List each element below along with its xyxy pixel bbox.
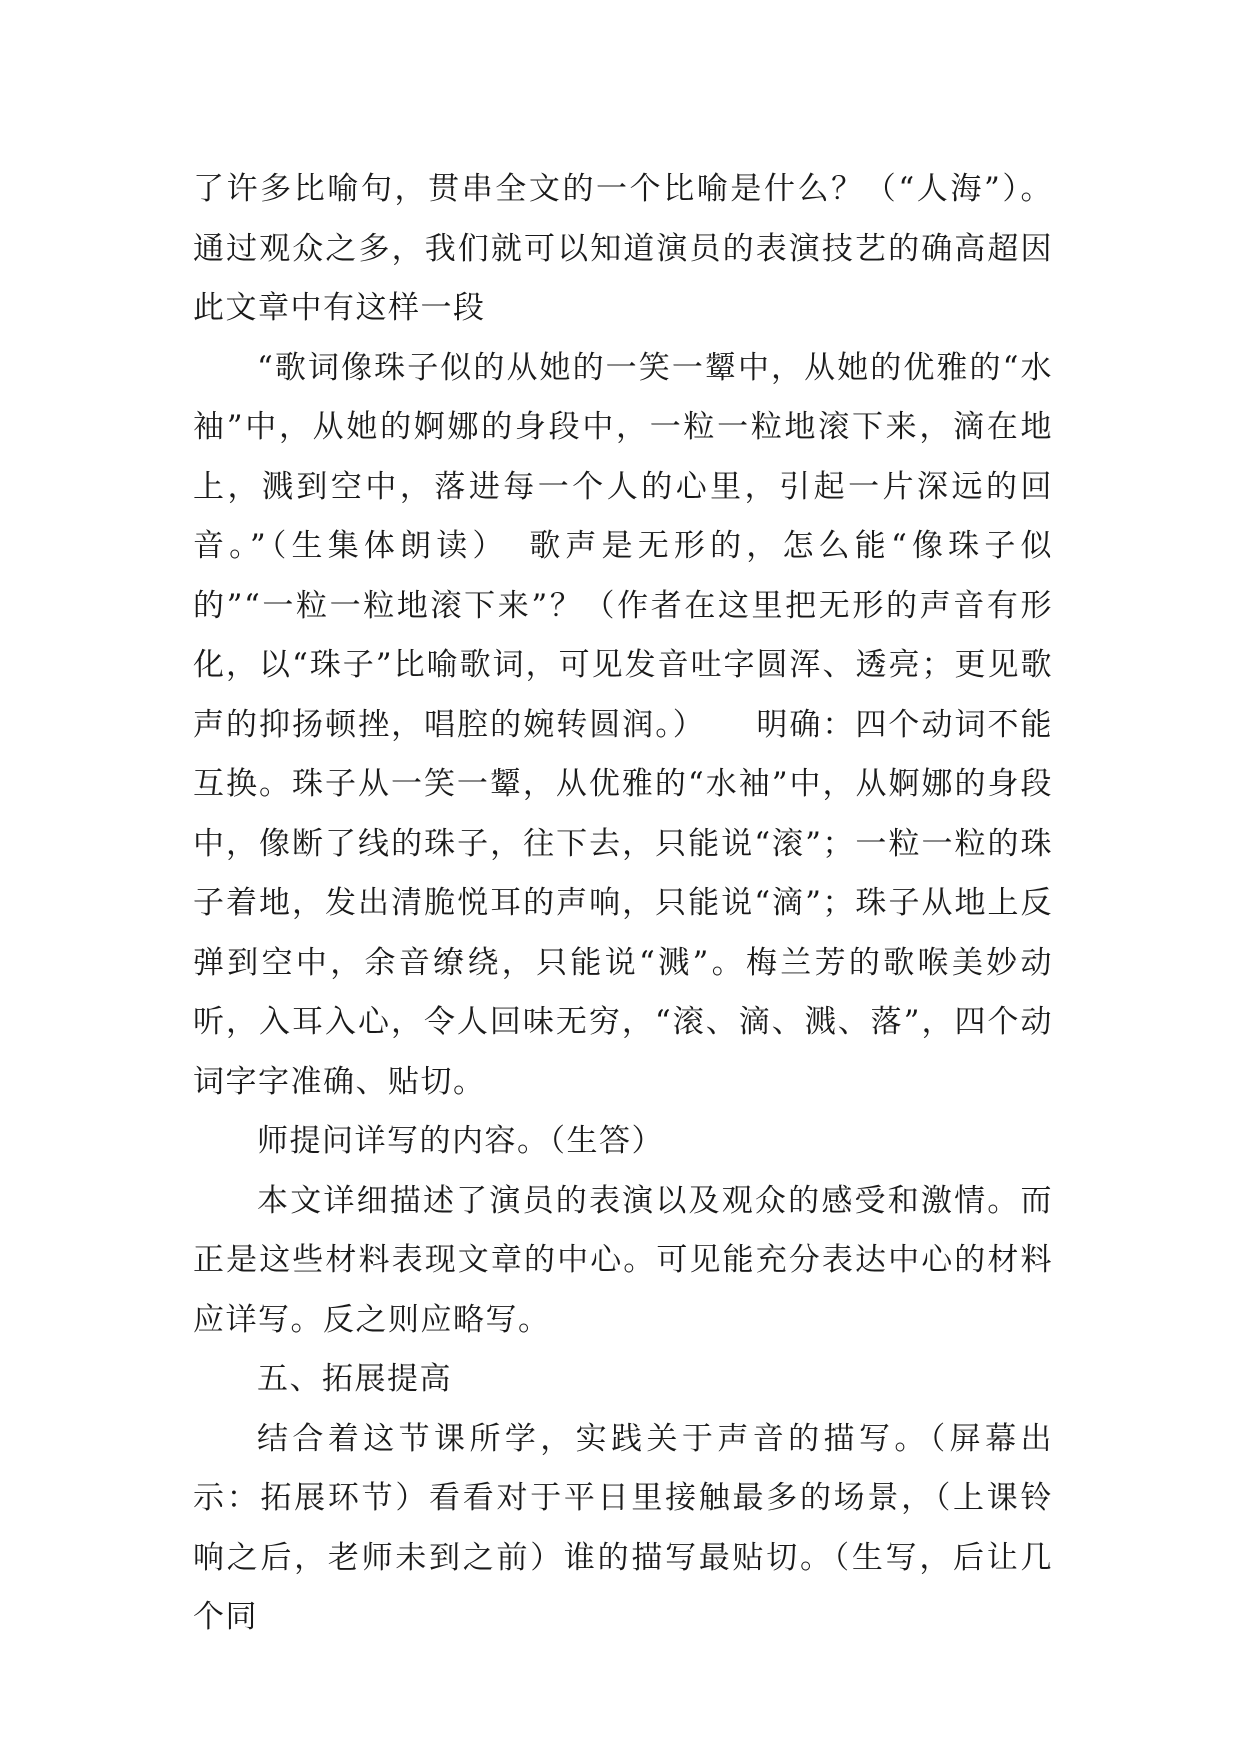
document-body [193,160,1053,1648]
paragraph-1: 了许多比喻句，贯串全文的一个比喻是什么？（“人海”）。通过观众之多，我们就可以知道演员的表演技艺的确高超因此文章中有这样一段 [193,171,1053,326]
paragraph-3-question: 师提问详写的内容。（生答） [257,1123,664,1159]
paragraph-4-summary: 本文详细描述了演员的表演以及观众的感受和激情。而正是这些材料表现文章的中心。可见能充分表达中心的材料应详写。反之则应略写。 [193,1182,1053,1338]
paragraph-6-practice: 结合着这节课所学，实践关于声音的描写。（屏幕出示：拓展环节）看看对于平日里接触最多的场景，（上课铃响之后，老师未到之前）谁的描写最贴切。（生写，后让几个同 [193,1420,1053,1635]
section-heading-extension: 五、拓展提高 [257,1361,452,1397]
paragraph-2-quote: “歌词像珠子似的从她的一笑一颦中，从她的优雅的“水袖”中，从她的婀娜的身段中，一粒一粒地滚下来，滴在地上，溅到空中，落进每一个人的心里，引起一片深远的回音。”（生集体朗读） 歌声是无形的，怎么能“像珠子似的”“一粒一粒地滚下来”？（作者在这里把无形的声音有形化，以“珠子”比喻歌词，可见发音吐字圆浑、透亮；更见歌声的抑扬顿挫，唱腔的婉转圆润。） 明确：四个动词不能互换。珠子从一笑一颦，从优雅的“水袖”中，从婀娜的身段中，像断了线的珠子，往下去，只能说“滚”；一粒一粒的珠子着地，发出清脆悦耳的声响，只能说“滴”；珠子从地上反弹到空中，余音缭绕，只能说“溅”。梅兰芳的歌喉美妙动听，入耳入心，令人回味无穷，“滚、滴、溅、落”，四个动词字字准确、贴切。 [193,349,1053,1100]
